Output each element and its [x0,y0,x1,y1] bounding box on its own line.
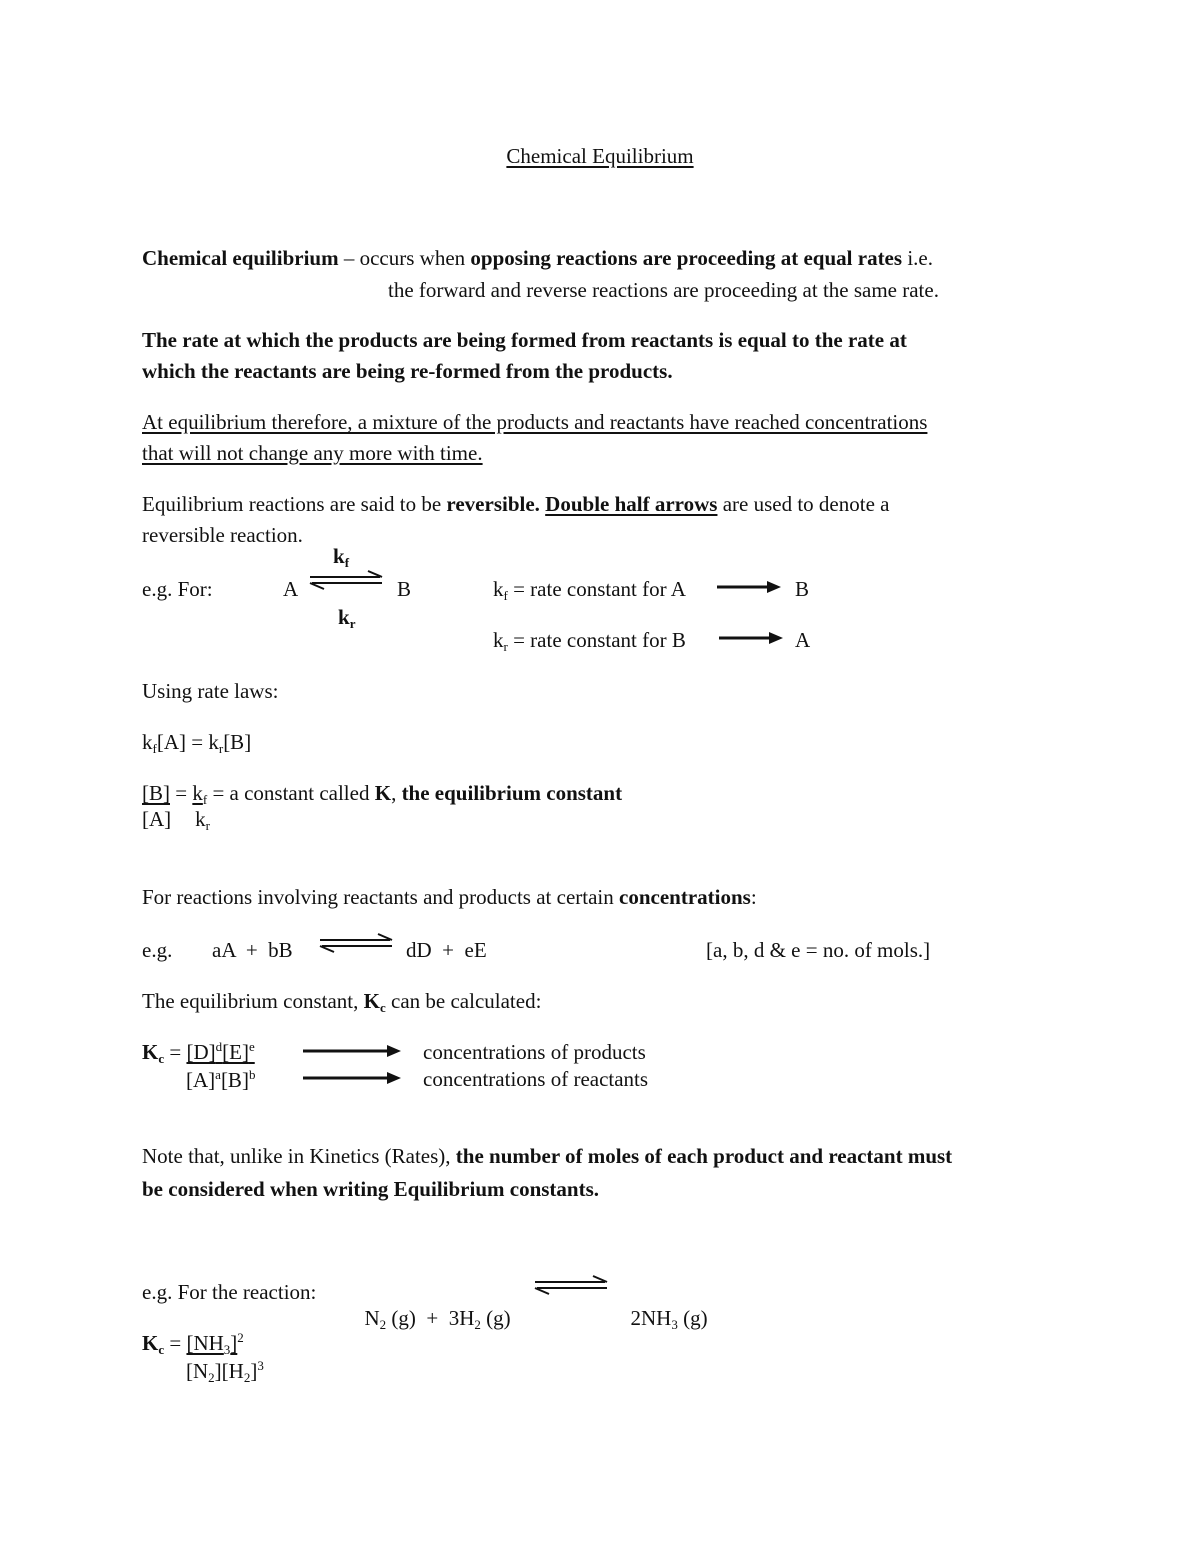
kc-intro: The equilibrium constant, $K_c$ can be calculated: [142,989,542,1015]
equilibrium-constant-denominator: [A] $k_r$ [142,807,210,833]
definition-term: Chemical equilibrium [142,246,339,270]
example3-label: e.g. For the reaction: [142,1280,317,1304]
right-arrow-icon [303,1071,403,1085]
right-arrow-icon [717,580,783,594]
right-arrow-icon [719,631,785,645]
example2-products: dD + eE [406,938,487,962]
definition-bold: opposing reactions are proceeding at equal rates [470,246,903,270]
equilibrium-note-line-1: At equilibrium therefore, a mixture of the products and reactants have reached concentrations [142,410,928,434]
rate-statement-line-2: which the reactants are being re-formed from the products. [142,359,673,383]
example2-label: e.g. [142,938,173,962]
example2-note: [a, b, d & e = no. of mols.] [706,938,931,962]
kr-definition: $k_r$ = rate constant for B [493,628,686,654]
example3-kc-numerator: $K_c = [NH_3]^2$ [142,1330,244,1357]
example3-reactants: $N_2$ $(g) + 3H_2$ (g) [364,1306,511,1333]
kf-label-top: $k_f$ [333,544,350,570]
kc-reactants-label: concentrations of reactants [423,1067,649,1091]
kc-products-label: concentrations of products [423,1040,646,1064]
example1-product: B [397,577,412,601]
example2-reactants: aA + bB [212,938,293,962]
equilibrium-arrow-icon [318,933,394,953]
note-line-1: Note that, unlike in Kinetics (Rates), the number of moles of each product and reactant must [142,1144,953,1168]
kc-formula-numerator: $K_c = [D]^d[E]^e$ [142,1039,255,1066]
definition-dash: – occurs when [343,246,466,270]
example1-reactant: A [283,577,299,601]
definition-line-1 [142,245,933,271]
kr-definition-end: A [795,628,811,652]
example3-product: $2NH_3$ (g) [630,1306,708,1333]
rate-laws-heading: Using rate laws: [142,679,279,703]
equilibrium-constant-definition: $[B] = k_f = a$ constant called K, the equilibrium constant [142,781,623,807]
definition-line-2: the forward and reverse reactions are proceeding at the same rate. [388,278,939,302]
reversible-line-1 [142,491,889,517]
definition-tail: i.e. [907,246,933,270]
reversible-bold: reversible. [446,492,540,516]
kr-label-bottom: $k_r$ [338,605,356,631]
kc-formula-denominator: $[A]^a[B]^b$ [186,1067,256,1092]
equilibrium-note-line-2: that will not change any more with time. [142,441,483,465]
concentrations-line: For reactions involving reactants and products at certain concentrations: [142,885,757,909]
example3-kc-denominator: $[N_2][H_2]^3$ [186,1358,264,1385]
note-line-2: be considered when writing Equilibrium constants. [142,1177,600,1201]
reversible-text-1: Equilibrium reactions are said to be [142,492,442,516]
right-arrow-icon [303,1044,403,1058]
kf-definition-end: B [795,577,810,601]
example1-label: e.g. For: [142,577,213,601]
rate-law-equation: $k_f[A] = k_r[B]$ [142,730,252,756]
reversible-text-2: are used to denote a [722,492,890,516]
double-half-arrows-term: Double half arrows [545,492,718,516]
page-title: Chemical Equilibrium [506,144,694,168]
kf-definition: $k_f$ = rate constant for A [493,577,686,603]
equilibrium-arrow-icon [533,1275,609,1295]
rate-statement-line-1: The rate at which the products are being formed from reactants is equal to the rate at [142,328,907,352]
equilibrium-arrow-icon [308,570,384,590]
reversible-line-2: reversible reaction. [142,523,303,547]
